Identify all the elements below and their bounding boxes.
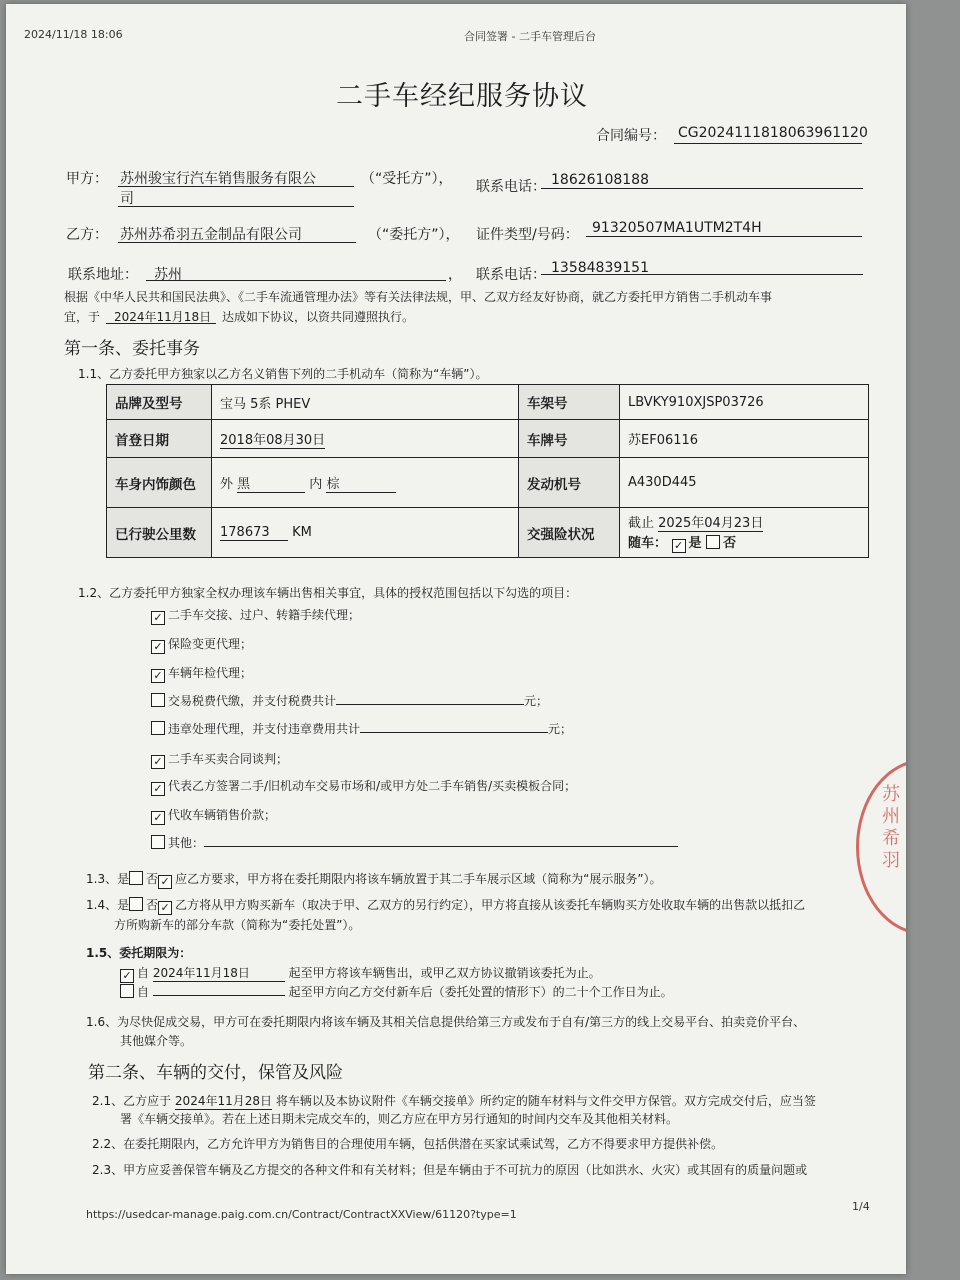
clause-1-4: [86, 896, 805, 915]
party-a-name-line2: 司: [120, 191, 134, 207]
term-a-prefix: 自: [137, 966, 150, 980]
handover-date: 2024年11月28日: [174, 1094, 273, 1108]
party-a-underline-1: [118, 186, 354, 187]
article-1-title: 第一条、委托事务: [64, 339, 200, 359]
insurance-until: 2025年04月23日: [658, 512, 763, 532]
interior-prefix: 内: [309, 476, 323, 492]
vin-label: 车架号: [519, 385, 620, 420]
term-option-b: [120, 983, 673, 1000]
clause-2-1-post: 将车辆以及本协议附件《车辆交接单》所约定的随车材料与文件交甲方保管。双方完成交付后，应当签: [275, 1094, 816, 1108]
reg-date-cell: [212, 420, 519, 458]
party-b-label: 乙方：: [66, 227, 108, 243]
scope-checkbox-7[interactable]: ✓: [151, 811, 165, 825]
plate-value: 苏EF06116: [620, 420, 869, 458]
scope-text-7: 代收车辆销售价款；: [168, 808, 277, 822]
scope-text-6: 代表乙方签署二手/旧机动车交易市场和/或甲方处二手车销售/买卖模板合同；: [168, 779, 577, 793]
vin-value: LBVKY910XJSP03726: [620, 385, 869, 420]
clause-1-6-line1: 1.6、为尽快促成交易，甲方可在委托期限内将该车辆及其相关信息提供给第三方或发布于自有/第三方的线上交易平台、拍卖竞价平台、: [86, 1015, 806, 1029]
scope-item-7: [151, 806, 276, 825]
party-a-phone: 18626108188: [551, 172, 649, 188]
other-blank: [204, 834, 678, 847]
party-a-role: （“受托方”），: [361, 171, 453, 187]
scope-tail-3: 元；: [524, 694, 549, 708]
scope-item-8: [151, 834, 678, 851]
display-yes-checkbox[interactable]: [129, 871, 143, 885]
clause-1-5-title: 1.5、委托期限为：: [86, 946, 192, 960]
contract-no: CG2024111818063961120: [678, 125, 868, 141]
scope-text-4: 违章处理代理，并支付违章费用共计: [168, 722, 361, 736]
new-car-no-checkbox[interactable]: ✓: [158, 901, 172, 915]
color-label: 车身内饰颜色: [107, 458, 212, 508]
clause-2-1-line2: 署《车辆交接单》。若在上述日期未完成交车的，则乙方应在甲方另行通知的时间内交车及其他相关材料。: [120, 1112, 679, 1126]
party-b-id-label: 证件类型/号码：: [476, 227, 579, 243]
scope-checkbox-8[interactable]: [151, 835, 165, 849]
scope-text-1: 保险变更代理；: [168, 637, 253, 651]
clause-1-3: [86, 870, 662, 889]
clause-1-4-prefix: 1.4、是: [86, 898, 130, 912]
clause-1-3-no: 否: [146, 872, 159, 886]
scope-item-2: [151, 664, 252, 683]
clause-1-4-line1: 乙方将从甲方购买新车（取决于甲、乙双方的另行约定），甲方将直接从该委托车辆购买方处收取车辆的出售款以抵扣乙: [175, 898, 806, 912]
insurance-yes-label: 是: [688, 536, 702, 551]
party-b-phone-underline: [541, 274, 863, 275]
violation-amount-blank: [360, 720, 548, 733]
party-b-address-underline: [146, 280, 446, 281]
term-b-checkbox[interactable]: [120, 984, 134, 998]
scope-text-5: 二手车买卖合同谈判；: [168, 752, 289, 766]
insurance-with-car: 随车：: [628, 536, 668, 551]
scope-checkbox-0[interactable]: ✓: [151, 611, 165, 625]
party-b-phone-label: 联系电话：: [476, 267, 546, 283]
vehicle-table: [106, 384, 869, 558]
clause-1-6-line2: 其他媒介等。: [120, 1034, 193, 1048]
clause-2-1-pre: 2.1、乙方应于: [92, 1094, 172, 1108]
intro-date-underline: [106, 323, 216, 324]
display-no-checkbox[interactable]: ✓: [158, 875, 172, 889]
term-b-prefix: 自: [137, 985, 150, 999]
intro-line2-pre: 宜，于: [64, 310, 101, 324]
footer-page: 1/4: [852, 1200, 870, 1213]
party-b-address-tail: ，: [448, 267, 462, 283]
party-b-id-underline: [586, 236, 862, 237]
party-a-underline-2: [118, 206, 354, 207]
mileage-label: 已行驶公里数: [107, 508, 212, 558]
clause-1-3-text: 应乙方要求，甲方将在委托期限内将该车辆放置于其二手车展示区域（简称为“展示服务”）。: [175, 872, 662, 886]
clause-1-2: 1.2、乙方委托甲方独家全权办理该车辆出售相关事宜，具体的授权范围包括以下勾选的项目：: [78, 586, 578, 600]
scope-text-0: 二手车交接、过户、转籍手续代理；: [168, 608, 361, 622]
article-2-title: 第二条、车辆的交付，保管及风险: [88, 1063, 343, 1083]
party-b-phone: 13584839151: [551, 260, 649, 276]
scope-tail-4: 元；: [548, 722, 573, 736]
scope-checkbox-1[interactable]: ✓: [151, 640, 165, 654]
clause-1-4-line2: 方所购新车的部分车款（简称为“委托处置”）。: [114, 918, 361, 932]
scope-item-4: [151, 720, 572, 737]
term-a-checkbox[interactable]: ✓: [120, 969, 134, 983]
party-a-phone-label: 联系电话：: [476, 179, 546, 195]
party-a-phone-underline: [541, 188, 863, 189]
insurance-until-prefix: 截止: [628, 516, 655, 531]
mileage-cell: [212, 508, 519, 558]
insurance-no-label: 否: [723, 536, 737, 551]
clause-2-2: 2.2、在委托期限内，乙方允许甲方为销售目的合理使用车辆，包括供潜在买家试乘试驾，乙方不得要求甲方提供补偿。: [92, 1137, 724, 1151]
new-car-yes-checkbox[interactable]: [129, 897, 143, 911]
reg-date-label: 首登日期: [107, 420, 212, 458]
scope-checkbox-3[interactable]: [151, 693, 165, 707]
brand-label: 品牌及型号: [107, 385, 212, 420]
party-a-name-line1: 苏州骏宝行汽车销售服务有限公: [120, 171, 316, 187]
print-datetime: 2024/11/18 18:06: [24, 28, 123, 41]
scope-item-3: [151, 692, 548, 709]
footer-url: https://usedcar-manage.paig.com.cn/Contract/ContractXXView/61120?type=1: [86, 1208, 517, 1221]
intro-line1: 根据《中华人民共和国民法典》、《二手车流通管理办法》等有关法律法规，甲、乙双方经友好协商，就乙方委托甲方销售二手机动车事: [64, 290, 773, 304]
exterior-prefix: 外: [220, 476, 234, 492]
scope-item-6: [151, 777, 576, 796]
party-a-label: 甲方：: [66, 171, 108, 187]
scope-checkbox-4[interactable]: [151, 721, 165, 735]
insurance-label: 交强险状况: [519, 508, 620, 558]
party-b-role: （“委托方”），: [368, 227, 460, 243]
scope-text-2: 车辆年检代理；: [168, 666, 253, 680]
exterior-color: 黑: [237, 473, 305, 493]
intro-date: 2024年11月18日: [114, 310, 212, 324]
company-seal-text: 苏州希羽: [879, 784, 900, 872]
color-cell: [212, 458, 519, 508]
scope-checkbox-6[interactable]: ✓: [151, 782, 165, 796]
term-option-a: [120, 964, 601, 983]
clause-1-4-no: 否: [146, 898, 159, 912]
plate-label: 车牌号: [519, 420, 620, 458]
scope-item-0: [151, 606, 360, 625]
party-b-address: 苏州: [154, 267, 182, 283]
insurance-no-checkbox[interactable]: [706, 535, 720, 549]
contract-no-underline: [674, 143, 862, 144]
scope-item-1: [151, 635, 252, 654]
engine-value: A430D445: [620, 458, 869, 508]
print-page-title: 合同签署 - 二手车管理后台: [464, 30, 596, 43]
term-a-date: 2024年11月18日: [153, 964, 285, 982]
brand-value: 宝马 5系 PHEV: [212, 385, 519, 420]
reg-date-value: 2018年08月30日: [220, 429, 325, 449]
party-b-name-underline: [118, 242, 356, 243]
scope-text-8: 其他：: [168, 836, 205, 850]
tax-amount-blank: [336, 692, 524, 705]
party-b-name: 苏州苏希羽五金制品有限公司: [120, 227, 302, 243]
insurance-yes-checkbox[interactable]: ✓: [672, 539, 686, 553]
scope-item-5: [151, 750, 288, 769]
clause-1-1: 1.1、乙方委托甲方独家以乙方名义销售下列的二手机动车（简称为“车辆”）。: [78, 367, 488, 381]
contract-no-label: 合同编号：: [596, 128, 666, 144]
clause-2-1: [92, 1092, 816, 1110]
contract-page: [6, 4, 906, 1274]
mileage-value: 178673: [220, 525, 288, 541]
scope-checkbox-2[interactable]: ✓: [151, 669, 165, 683]
term-b-date-blank: [153, 983, 285, 996]
interior-color: 棕: [326, 473, 396, 493]
engine-label: 发动机号: [519, 458, 620, 508]
intro-line2-post: 达成如下协议，以资共同遵照执行。: [222, 310, 415, 324]
party-b-id-no: 91320507MA1UTM2T4H: [592, 220, 762, 236]
clause-2-3: 2.3、甲方应妥善保管车辆及乙方提交的各种文件和有关材料；但是车辆由于不可抗力的原因（比如洪水、火灾）或其固有的质量问题或: [92, 1163, 808, 1177]
party-b-address-label: 联系地址：: [68, 267, 138, 283]
term-a-text: 起至甲方将该车辆售出，或甲乙双方协议撤销该委托为止。: [288, 966, 601, 980]
clause-1-3-prefix: 1.3、是: [86, 872, 130, 886]
scope-checkbox-5[interactable]: ✓: [151, 755, 165, 769]
insurance-cell: [620, 508, 869, 558]
term-b-text: 起至甲方向乙方交付新车后（委托处置的情形下）的二十个工作日为止。: [288, 985, 673, 999]
document-title: 二手车经纪服务协议: [336, 81, 588, 112]
mileage-unit: KM: [292, 524, 312, 540]
scope-text-3: 交易税费代缴，并支付税费共计: [168, 694, 337, 708]
